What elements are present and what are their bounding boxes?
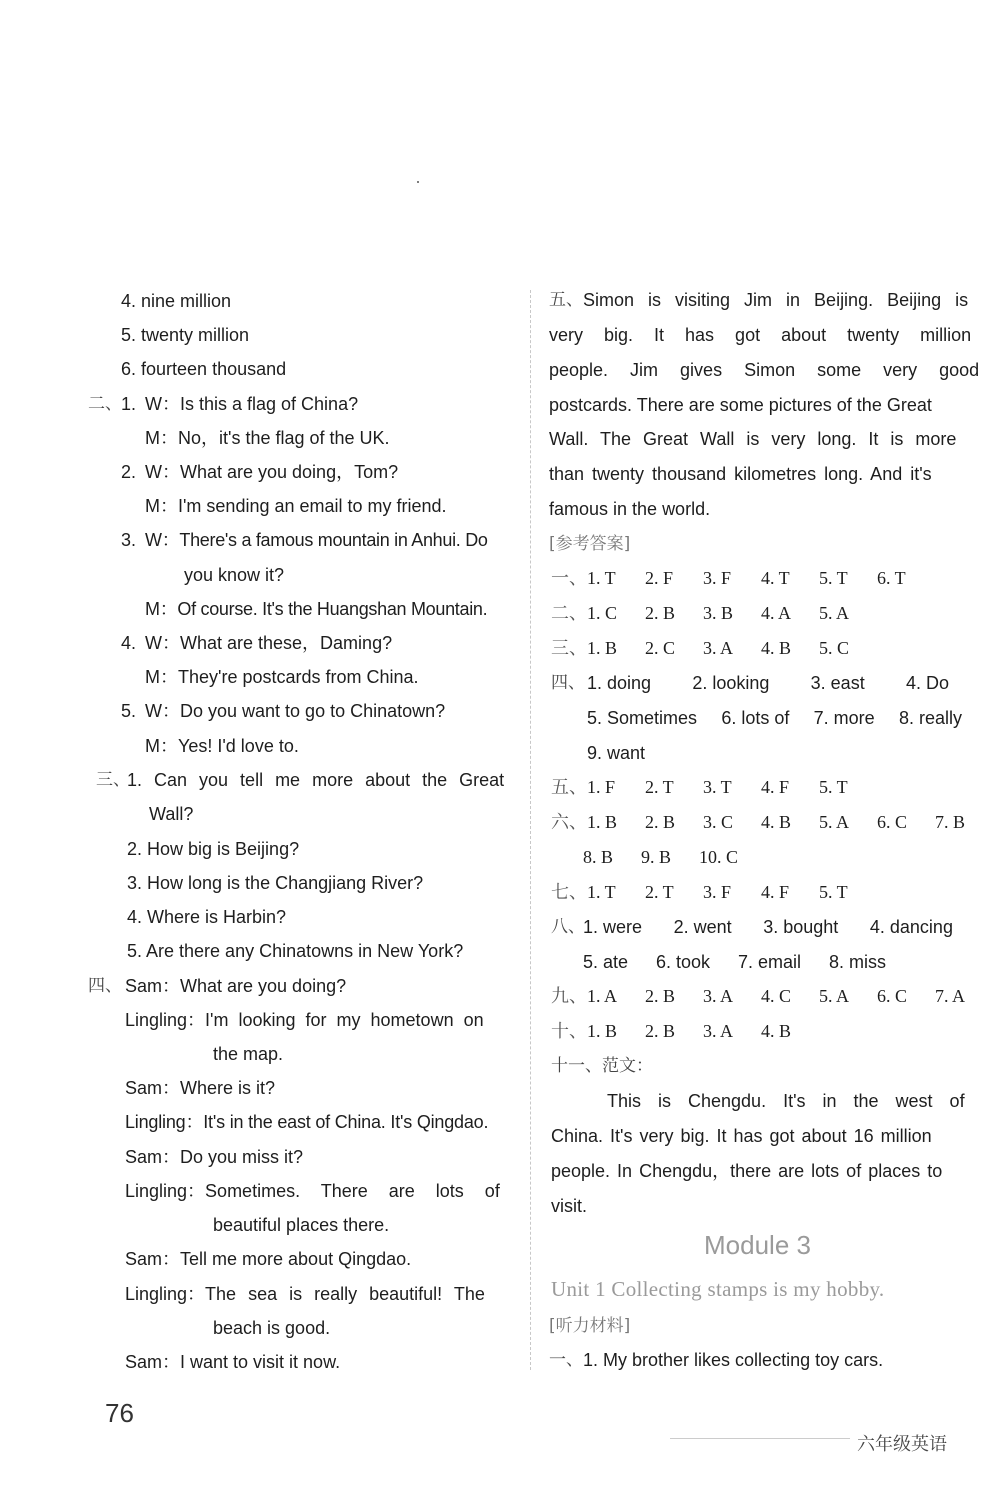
question-line: 3. How long is the Changjiang River? (127, 873, 424, 893)
dialog-line: W：What are these，Daming? (145, 633, 393, 653)
answer: 5. C (819, 638, 850, 658)
answer-label: 二、 (551, 603, 587, 623)
answer: 10. C (699, 847, 739, 867)
dialog-line: beach is good. (213, 1318, 331, 1338)
left-line: 6. fourteen thousand (121, 359, 287, 379)
answer: 5. T (819, 882, 848, 902)
dialog-line: Lingling：Sometimes. There are lots of (125, 1181, 500, 1201)
dialog-num: 1. (121, 394, 137, 414)
answer: 1. B (587, 812, 618, 832)
section-marker: 五、 (549, 290, 583, 310)
answer: 4. Do (905, 673, 949, 693)
answer: 7. A (935, 986, 966, 1006)
answer: 4. F (761, 882, 790, 902)
answer: 6. C (877, 812, 908, 832)
answer: 2. went (673, 917, 732, 937)
answer: 1. F (587, 777, 616, 797)
answer: 6. C (877, 986, 908, 1006)
dialog-line: M：No，it's the flag of the UK. (145, 428, 390, 448)
answer: 5. Sometimes (587, 708, 698, 728)
answer-row (551, 811, 993, 833)
answer: 1. B (587, 638, 618, 658)
passage-line: than twenty thousand kilometres long. And it's (549, 464, 932, 484)
dialog-num: 2. (121, 462, 137, 482)
answer: 5. A (819, 986, 850, 1006)
answer: 3. bought (763, 917, 839, 937)
answer-row (587, 707, 962, 729)
answer: 4. B (761, 638, 792, 658)
question-line: Wall? (149, 804, 194, 824)
module-title: Module 3 (704, 1230, 811, 1260)
dialog-line: Lingling：The sea is really beautiful! The (125, 1284, 485, 1304)
answer: 3. F (703, 568, 732, 588)
answer: 1. B (587, 1021, 618, 1041)
essay-line: This is Chengdu. It's in the west of (607, 1091, 965, 1111)
answer-row (551, 602, 877, 624)
dialog-line: Sam：Do you miss it? (125, 1147, 304, 1167)
answer: 1. doing (587, 673, 652, 693)
question-line: 4. Where is Harbin? (127, 907, 287, 927)
answer: 5. ate (583, 952, 629, 972)
left-line: 4. nine million (121, 291, 232, 311)
answer: 2. B (645, 603, 676, 623)
listening-material-heading: [听力材料] (549, 1316, 631, 1336)
dialog-line: Lingling：I'm looking for my hometown on (125, 1010, 484, 1030)
dialog-line: W：Is this a flag of China? (145, 394, 359, 414)
answer: 4. B (761, 1021, 792, 1041)
answer: 1. A (587, 986, 618, 1006)
answer: 1. T (587, 568, 616, 588)
essay-line: China. It's very big. It has got about 16 million (551, 1126, 932, 1146)
answer: 2. B (645, 812, 676, 832)
answer: 7. email (738, 952, 802, 972)
answer: 3. A (703, 638, 734, 658)
answer: 1. T (587, 882, 616, 902)
answer: 9. B (641, 847, 672, 867)
answer: 8. really (898, 708, 962, 728)
dialog-num: 5. (121, 701, 137, 721)
answer: 2. looking (692, 673, 770, 693)
answer-label: 六、 (551, 812, 587, 832)
answer: 1. C (587, 603, 618, 623)
dialog-line: M：They're postcards from China. (145, 667, 419, 687)
sample-essay-heading: 十一、范文： (551, 1056, 653, 1076)
section-marker: 一、 (549, 1350, 583, 1370)
answer-label: 五、 (551, 777, 587, 797)
question-line: 2. How big is Beijing? (127, 839, 300, 859)
dialog-line: you know it? (184, 565, 285, 585)
answer: 3. B (703, 603, 734, 623)
dialog-line: Sam：What are you doing? (125, 976, 347, 996)
dialog-line: M：Of course. It's the Huangshan Mountain. (145, 599, 488, 619)
answer-row (551, 637, 877, 659)
answer: 8. miss (828, 952, 886, 972)
essay-line: visit. (551, 1196, 587, 1216)
answer: 6. T (877, 568, 906, 588)
answer-row (551, 881, 877, 903)
answer-label: 三、 (551, 638, 587, 658)
section-marker: 二、 (88, 394, 122, 414)
passage-line: very big. It has got about twenty million (549, 325, 972, 345)
answer: 2. F (645, 568, 674, 588)
dialog-line: W：Do you want to go to Chinatown? (145, 701, 446, 721)
answer: 3. A (703, 986, 734, 1006)
passage-line: Wall. The Great Wall is very long. It is more (549, 429, 957, 449)
answer: 3. A (703, 1021, 734, 1041)
book-title-footer: 六年级英语 (857, 1434, 947, 1454)
answer-label: 四、 (551, 673, 585, 693)
dialog-line: Sam：Tell me more about Qingdao. (125, 1249, 412, 1269)
answer-row (583, 951, 886, 973)
answer: 2. T (645, 777, 674, 797)
page-number: 76 (105, 1398, 134, 1428)
dialog-line: Lingling：It's in the east of China. It's Qingdao. (125, 1112, 489, 1132)
answer: 2. C (645, 638, 676, 658)
question-line: 5. Are there any Chinatowns in New York? (127, 941, 464, 961)
answer: 9. want (587, 743, 646, 763)
answer: 4. dancing (869, 917, 953, 937)
scan-speck (417, 181, 419, 183)
passage-line: Simon is visiting Jim in Beijing. Beijing is (583, 290, 969, 310)
answer-row (583, 916, 953, 938)
dialog-line: the map. (213, 1044, 284, 1064)
column-divider (530, 290, 531, 1370)
answer: 6. took (656, 952, 711, 972)
answer-label: 一、 (551, 568, 587, 588)
dialog-line: beautiful places there. (213, 1215, 390, 1235)
answer: 5. T (819, 568, 848, 588)
dialog-line: Sam：I want to visit it now. (125, 1352, 341, 1372)
section-marker: 四、 (88, 976, 122, 996)
listening-line: 1. My brother likes collecting toy cars. (583, 1350, 884, 1370)
dialog-line: W：What are you doing，Tom? (145, 462, 399, 482)
dialog-line: M：Yes! I'd love to. (145, 736, 299, 756)
dialog-line: W：There's a famous mountain in Anhui. Do (145, 530, 488, 550)
answer-label: 八、 (551, 917, 585, 937)
answer: 6. lots of (721, 708, 790, 728)
answer-row (551, 1020, 819, 1042)
question-line: 1. Can you tell me more about the Great (127, 770, 505, 790)
dialog-num: 3. (121, 530, 137, 550)
section-marker: 三、 (96, 770, 130, 790)
answer-label: 十、 (551, 1021, 587, 1041)
answer: 4. C (761, 986, 792, 1006)
answer: 4. T (761, 568, 790, 588)
unit-title: Unit 1 Collecting stamps is my hobby. (551, 1277, 885, 1301)
essay-line: people. In Chengdu，there are lots of places to (551, 1161, 943, 1181)
passage-line: postcards. There are some pictures of the Great (549, 395, 932, 415)
answer-label: 七、 (551, 882, 587, 902)
answer: 5. A (819, 603, 850, 623)
dialog-num: 4. (121, 633, 137, 653)
passage-line: famous in the world. (549, 499, 711, 519)
answer-label: 九、 (551, 986, 587, 1006)
answer-row (551, 776, 877, 798)
answer: 3. C (703, 812, 734, 832)
answer: 2. B (645, 986, 676, 1006)
dialog-line: Sam：Where is it? (125, 1078, 276, 1098)
passage-line: people. Jim gives Simon some very good (549, 360, 980, 380)
answer: 3. F (703, 882, 732, 902)
dialog-line: M：I'm sending an email to my friend. (145, 496, 447, 516)
answer-row (551, 567, 935, 589)
footer-rule (670, 1438, 850, 1439)
answer: 7. more (813, 708, 875, 728)
answer: 3. east (810, 673, 865, 693)
answer-row (551, 985, 993, 1007)
answer-row (587, 672, 949, 694)
answer: 7. B (935, 812, 966, 832)
answer: 4. F (761, 777, 790, 797)
answer: 3. T (703, 777, 732, 797)
answer: 4. A (761, 603, 792, 623)
answer: 5. T (819, 777, 848, 797)
answer: 1. were (583, 917, 643, 937)
answer: 8. B (583, 847, 614, 867)
answer: 5. A (819, 812, 850, 832)
answer: 2. T (645, 882, 674, 902)
answer-row (583, 846, 757, 868)
answer: 2. B (645, 1021, 676, 1041)
left-line: 5. twenty million (121, 325, 250, 345)
reference-answers-heading: [参考答案] (549, 534, 631, 554)
answer: 4. B (761, 812, 792, 832)
